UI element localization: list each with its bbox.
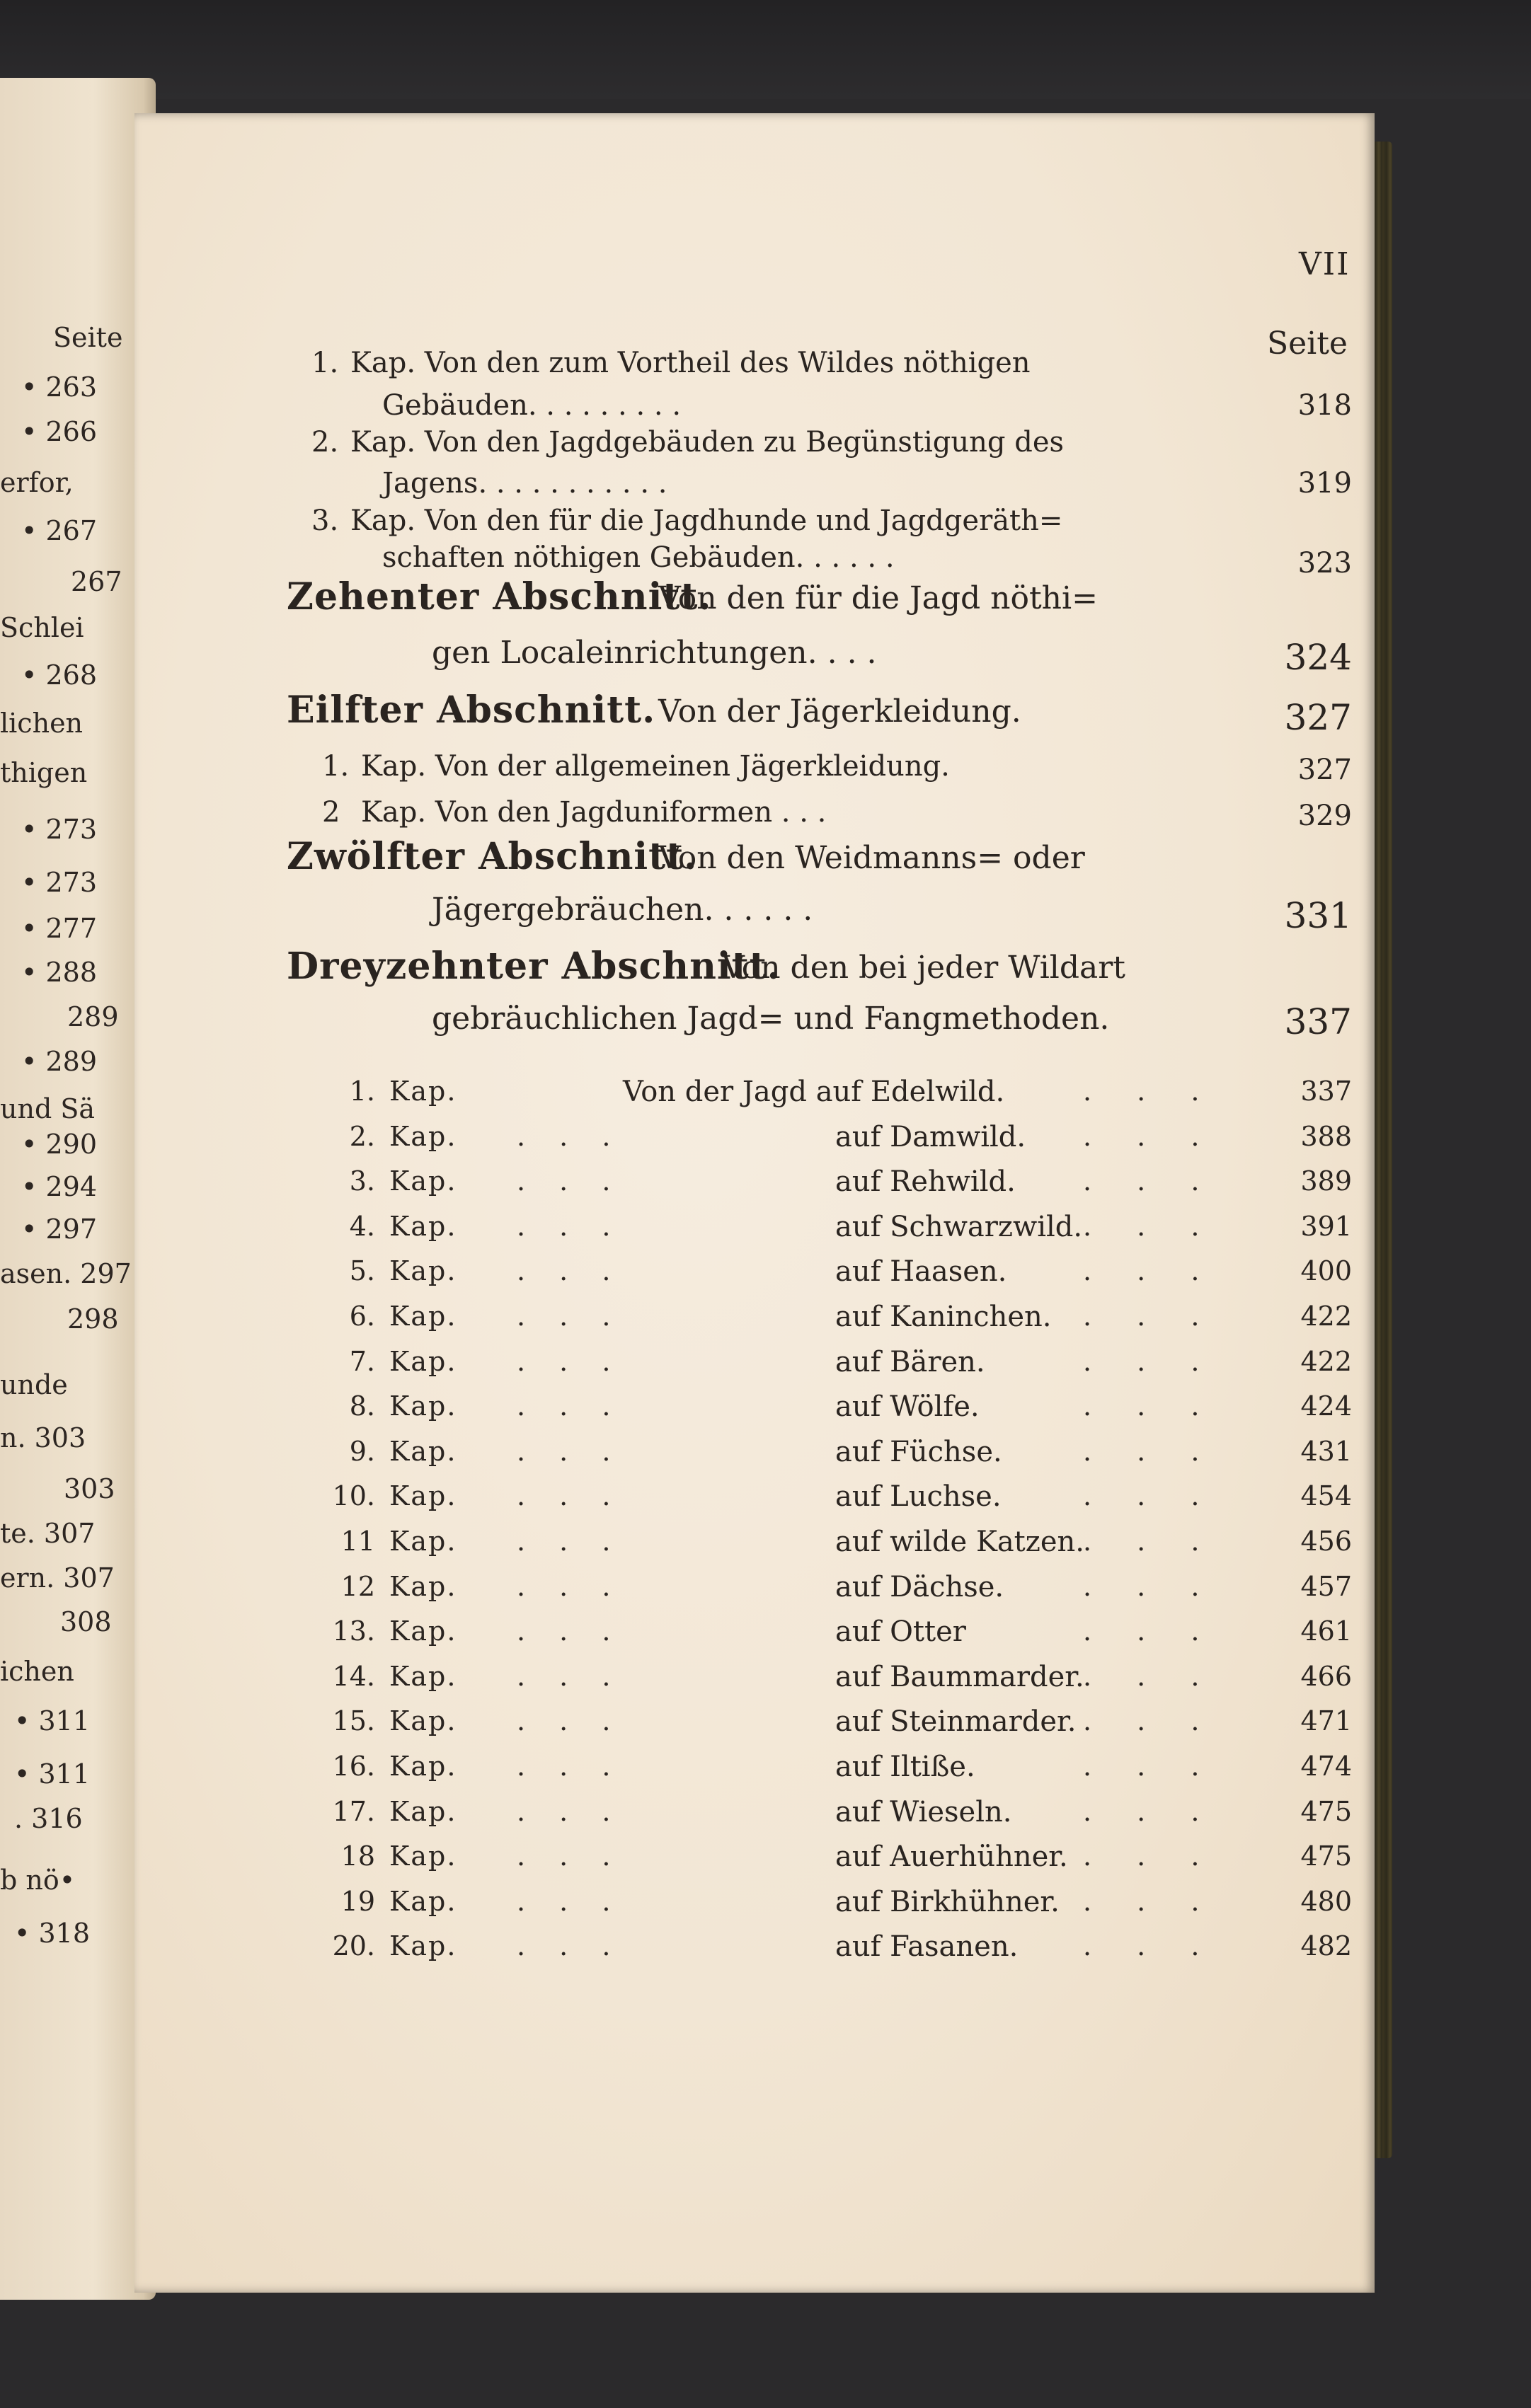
- toc-row-leader-dots: . . .: [1083, 1120, 1218, 1152]
- toc-row-page-number: 337: [1300, 1076, 1352, 1107]
- left-page-entry: asen. 297: [0, 1258, 132, 1289]
- toc-row: [134, 1121, 1375, 1163]
- toc-row-kap: Kap.: [389, 1526, 457, 1557]
- section-title: Eilfter Abschnitt.: [287, 689, 656, 732]
- left-page-entry: Schlei: [0, 612, 84, 643]
- toc-row-kap: Kap.: [389, 1165, 457, 1197]
- toc-row-number: 18: [340, 1840, 375, 1872]
- left-page-entry: te. 307: [0, 1518, 96, 1549]
- toc-row-leader-dots: . . .: [1083, 1435, 1218, 1467]
- toc-row-page-number: 388: [1300, 1120, 1352, 1152]
- toc-row-kap: Kap.: [389, 1390, 457, 1422]
- toc-row-kap: Kap.: [389, 1795, 457, 1827]
- toc-row-title: auf Iltiße.: [835, 1751, 975, 1783]
- toc-row: [134, 1930, 1375, 1973]
- toc-row-ditto-dots: . . .: [517, 1480, 624, 1512]
- toc-row-ditto-dots: . . .: [517, 1435, 624, 1467]
- chapter-page-number: 319: [1297, 467, 1352, 500]
- toc-row-leader-dots: . . .: [1083, 1165, 1218, 1197]
- toc-row-number: 9.: [349, 1435, 375, 1467]
- toc-row-title: Von der Jagd auf Edelwild.: [623, 1076, 1005, 1108]
- toc-row-page-number: 474: [1300, 1751, 1352, 1782]
- section-heading-continued: gen Localeinrichtungen. . . .: [432, 635, 877, 671]
- toc-row-number: 12: [340, 1570, 375, 1602]
- toc-row-number: 6.: [349, 1301, 375, 1332]
- toc-row-number: 10.: [332, 1480, 375, 1512]
- toc-row-kap: Kap.: [389, 1885, 457, 1917]
- toc-row-number: 3.: [349, 1165, 375, 1197]
- left-page-entry: n. 303: [0, 1422, 86, 1453]
- toc-row-leader-dots: . . .: [1083, 1885, 1218, 1917]
- left-page-entry: ern. 307: [0, 1562, 115, 1594]
- toc-row-title: auf wilde Katzen.: [835, 1526, 1084, 1558]
- toc-row-leader-dots: . . .: [1083, 1480, 1218, 1512]
- toc-row-page-number: 400: [1300, 1255, 1352, 1287]
- toc-row: [134, 1301, 1375, 1343]
- left-page-entry: ichen: [0, 1656, 74, 1687]
- toc-row-kap: Kap.: [389, 1660, 457, 1692]
- chapter-number: 1.: [322, 750, 350, 783]
- chapter-title-continued: Gebäuden. . . . . . . . .: [382, 389, 682, 422]
- toc-row-kap: Kap.: [389, 1480, 457, 1512]
- chapter-title: Kap. Von den Jagduniformen . . .: [361, 796, 827, 829]
- toc-row-leader-dots: . . .: [1083, 1930, 1218, 1962]
- chapter-number: 3.: [311, 505, 339, 537]
- toc-row-kap: Kap.: [389, 1930, 457, 1962]
- left-page-entry: • 289: [21, 1046, 98, 1077]
- toc-row-page-number: 482: [1300, 1930, 1352, 1962]
- toc-row-number: 15.: [332, 1705, 375, 1737]
- toc-row-title: auf Dächse.: [835, 1570, 1004, 1603]
- chapter-title-continued: Jagens. . . . . . . . . . .: [382, 467, 667, 500]
- toc-row: [134, 1705, 1375, 1748]
- toc-row-page-number: 475: [1300, 1795, 1352, 1827]
- toc-row-leader-dots: . . .: [1083, 1390, 1218, 1422]
- section-title: Zehenter Abschnitt.: [287, 575, 712, 618]
- toc-row-ditto-dots: . . .: [517, 1301, 624, 1332]
- left-page-entry: unde: [0, 1369, 68, 1400]
- toc-row-title: auf Baummarder.: [835, 1660, 1084, 1693]
- toc-row-leader-dots: . . .: [1083, 1705, 1218, 1737]
- toc-row-title: auf Luchse.: [835, 1480, 1002, 1514]
- toc-row-page-number: 456: [1300, 1526, 1352, 1557]
- chapter-number: 2.: [311, 426, 339, 459]
- toc-row-kap: Kap.: [389, 1570, 457, 1602]
- toc-row-leader-dots: . . .: [1083, 1526, 1218, 1557]
- toc-row-page-number: 391: [1300, 1210, 1352, 1242]
- left-page-entry: . 316: [14, 1803, 83, 1834]
- left-page-entry: • 288: [21, 957, 98, 988]
- toc-row-leader-dots: . . .: [1083, 1570, 1218, 1602]
- toc-row-title: auf Haasen.: [835, 1255, 1007, 1289]
- toc-row: [134, 1436, 1375, 1478]
- toc-row-page-number: 431: [1300, 1435, 1352, 1467]
- left-page-entry: 289: [67, 1001, 119, 1032]
- background-top: [0, 0, 1531, 99]
- toc-row-title: auf Rehwild.: [835, 1165, 1016, 1199]
- toc-row-page-number: 466: [1300, 1660, 1352, 1692]
- toc-row-title: auf Schwarzwild.: [835, 1210, 1083, 1243]
- left-page-entry: • 311: [14, 1758, 91, 1790]
- toc-row-kap: Kap.: [389, 1120, 457, 1152]
- toc-row-ditto-dots: . . .: [517, 1885, 624, 1917]
- left-page-entry: b nö•: [0, 1865, 76, 1896]
- toc-row-ditto-dots: . . .: [517, 1660, 624, 1692]
- toc-row-leader-dots: . . .: [1083, 1751, 1218, 1782]
- toc-row: [134, 1615, 1375, 1658]
- toc-row-ditto-dots: . . .: [517, 1390, 624, 1422]
- chapter-title: Kap. Von der allgemeinen Jägerkleidung.: [361, 750, 950, 783]
- toc-row-number: 4.: [349, 1210, 375, 1242]
- section-heading-rest: Von den bei jeder Wildart: [722, 950, 1125, 986]
- left-page-entry: thigen: [0, 757, 88, 788]
- chapter-number: 2: [322, 796, 340, 829]
- toc-row-ditto-dots: . . .: [517, 1930, 624, 1962]
- toc-row-page-number: 389: [1300, 1165, 1352, 1197]
- toc-row-number: 11: [340, 1526, 375, 1557]
- toc-row: [134, 1165, 1375, 1208]
- section-page-number: 331: [1284, 895, 1352, 936]
- section-page-number: 337: [1284, 1001, 1352, 1042]
- toc-row-kap: Kap.: [389, 1705, 457, 1737]
- section-page-number: 324: [1284, 637, 1352, 678]
- toc-row-number: 2.: [349, 1120, 375, 1152]
- toc-row-leader-dots: . . .: [1083, 1615, 1218, 1647]
- toc-row-ditto-dots: . . .: [517, 1840, 624, 1872]
- toc-row-number: 8.: [349, 1390, 375, 1422]
- section-heading-continued: gebräuchlichen Jagd= und Fangmethoden.: [432, 1001, 1110, 1037]
- left-page-entry: 308: [60, 1606, 112, 1637]
- toc-row-kap: Kap.: [389, 1301, 457, 1332]
- left-page-entry: • 263: [21, 371, 98, 403]
- toc-row: [134, 1571, 1375, 1613]
- section-title: Zwölfter Abschnitt.: [287, 835, 698, 878]
- chapter-page-number: 318: [1297, 389, 1352, 422]
- toc-row: [134, 1255, 1375, 1298]
- chapter-page-number: 323: [1297, 547, 1352, 580]
- left-page-entry: • 290: [21, 1129, 98, 1160]
- chapter-number: 1.: [311, 347, 339, 379]
- chapter-page-number: 329: [1297, 800, 1352, 832]
- left-page-entry: • 294: [21, 1171, 98, 1202]
- toc-row-title: auf Füchse.: [835, 1435, 1002, 1468]
- toc-row-title: auf Damwild.: [835, 1120, 1026, 1153]
- section-title: Dreyzehnter Abschnitt.: [287, 945, 781, 988]
- left-page: [0, 78, 156, 2300]
- toc-row-leader-dots: . . .: [1083, 1795, 1218, 1827]
- toc-row-leader-dots: . . .: [1083, 1076, 1218, 1107]
- seite-column-header: Seite: [1267, 326, 1348, 362]
- toc-row: [134, 1526, 1375, 1568]
- toc-row-title: auf Fasanen.: [835, 1930, 1019, 1964]
- toc-row: [134, 1211, 1375, 1253]
- left-page-entry: Seite: [53, 322, 123, 353]
- left-page-entry: • 273: [21, 814, 98, 845]
- toc-row-page-number: 461: [1300, 1615, 1352, 1647]
- toc-row-ditto-dots: . . .: [517, 1751, 624, 1782]
- chapter-title-continued: schaften nöthigen Gebäuden. . . . . .: [382, 541, 895, 574]
- toc-row-title: auf Steinmarder.: [835, 1705, 1077, 1739]
- left-page-entry: • 277: [21, 913, 98, 944]
- section-page-number: 327: [1284, 697, 1352, 738]
- toc-row-title: auf Auerhühner.: [835, 1840, 1068, 1874]
- section-heading-rest: Von den für die Jagd nöthi=: [658, 580, 1098, 616]
- toc-row-ditto-dots: . . .: [517, 1210, 624, 1242]
- toc-row-ditto-dots: . . .: [517, 1570, 624, 1602]
- toc-row-number: 7.: [349, 1345, 375, 1377]
- toc-row: [134, 1751, 1375, 1793]
- toc-row-kap: Kap.: [389, 1615, 457, 1647]
- chapter-title: Kap. Von den Jagdgebäuden zu Begünstigung des: [350, 426, 1065, 459]
- toc-row-title: auf Bären.: [835, 1345, 985, 1378]
- left-page-entry: • 268: [21, 659, 98, 691]
- toc-row-page-number: 457: [1300, 1570, 1352, 1602]
- toc-row-title: auf Otter: [835, 1615, 966, 1649]
- toc-row-leader-dots: . . .: [1083, 1210, 1218, 1242]
- left-page-entry: erfor,: [0, 467, 74, 498]
- toc-row-number: 16.: [332, 1751, 375, 1782]
- toc-row-title: auf Kaninchen.: [835, 1301, 1052, 1333]
- toc-row-ditto-dots: . . .: [517, 1165, 624, 1197]
- left-page-entry: 303: [64, 1473, 115, 1504]
- toc-row-title: auf Wieseln.: [835, 1795, 1012, 1828]
- toc-row-leader-dots: . . .: [1083, 1255, 1218, 1287]
- left-page-entry: • 297: [21, 1214, 98, 1245]
- toc-row: [134, 1796, 1375, 1838]
- toc-row-ditto-dots: . . .: [517, 1120, 624, 1152]
- toc-row-page-number: 422: [1300, 1301, 1352, 1332]
- toc-row-kap: Kap.: [389, 1210, 457, 1242]
- toc-row-number: 5.: [349, 1255, 375, 1287]
- toc-row: [134, 1886, 1375, 1928]
- toc-row-leader-dots: . . .: [1083, 1840, 1218, 1872]
- left-page-entry: • 266: [21, 416, 98, 447]
- right-page: [134, 113, 1375, 2293]
- toc-row-number: 17.: [332, 1795, 375, 1827]
- toc-row-page-number: 454: [1300, 1480, 1352, 1512]
- left-page-entry: • 267: [21, 515, 98, 546]
- toc-row: [134, 1661, 1375, 1703]
- left-page-entry: • 318: [14, 1918, 91, 1949]
- toc-row-leader-dots: . . .: [1083, 1660, 1218, 1692]
- left-page-entry: lichen: [0, 708, 84, 739]
- toc-row-kap: Kap.: [389, 1751, 457, 1782]
- left-page-entry: • 311: [14, 1705, 91, 1736]
- toc-row-ditto-dots: . . .: [517, 1526, 624, 1557]
- toc-row-page-number: 480: [1300, 1885, 1352, 1917]
- toc-row: [134, 1346, 1375, 1388]
- section-heading-continued: Jägergebräuchen. . . . . .: [432, 892, 813, 928]
- toc-row-ditto-dots: . . .: [517, 1705, 624, 1737]
- left-page-entry: und Sä: [0, 1093, 96, 1124]
- toc-row-ditto-dots: . . .: [517, 1255, 624, 1287]
- toc-row-kap: Kap.: [389, 1840, 457, 1872]
- toc-row-ditto-dots: . . .: [517, 1615, 624, 1647]
- toc-row-ditto-dots: . . .: [517, 1345, 624, 1377]
- chapter-page-number: 327: [1297, 754, 1352, 786]
- toc-row-leader-dots: . . .: [1083, 1345, 1218, 1377]
- left-page-entry: • 273: [21, 867, 98, 898]
- toc-row-page-number: 475: [1300, 1840, 1352, 1872]
- left-page-entry: 267: [71, 566, 122, 597]
- toc-row-page-number: 424: [1300, 1390, 1352, 1422]
- toc-row-title: auf Birkhühner.: [835, 1885, 1060, 1918]
- section-heading-rest: Von den Weidmanns= oder: [658, 840, 1085, 876]
- toc-row-title: auf Wölfe.: [835, 1390, 980, 1424]
- toc-row-page-number: 471: [1300, 1705, 1352, 1737]
- toc-row-kap: Kap.: [389, 1345, 457, 1377]
- toc-row-number: 20.: [332, 1930, 375, 1962]
- folio-number: VII: [1299, 246, 1351, 282]
- toc-row: [134, 1480, 1375, 1523]
- toc-row-page-number: 422: [1300, 1345, 1352, 1377]
- toc-row-kap: Kap.: [389, 1435, 457, 1467]
- section-heading-rest: Von der Jägerkleidung.: [658, 693, 1021, 730]
- chapter-title: Kap. Von den zum Vortheil des Wildes nöthigen: [350, 347, 1031, 379]
- toc-row-number: 19: [340, 1885, 375, 1917]
- chapter-title: Kap. Von den für die Jagdhunde und Jagdgeräth=: [350, 505, 1063, 537]
- toc-row: [134, 1390, 1375, 1433]
- toc-row-number: 13.: [332, 1615, 375, 1647]
- toc-row-kap: Kap.: [389, 1255, 457, 1287]
- toc-row-kap: Kap.: [389, 1076, 457, 1107]
- toc-row-ditto-dots: . . .: [517, 1795, 624, 1827]
- toc-row: [134, 1840, 1375, 1883]
- toc-row-leader-dots: . . .: [1083, 1301, 1218, 1332]
- toc-row-number: 1.: [349, 1076, 375, 1107]
- toc-row: [134, 1076, 1375, 1118]
- toc-row-number: 14.: [332, 1660, 375, 1692]
- left-page-entry: 298: [67, 1303, 119, 1335]
